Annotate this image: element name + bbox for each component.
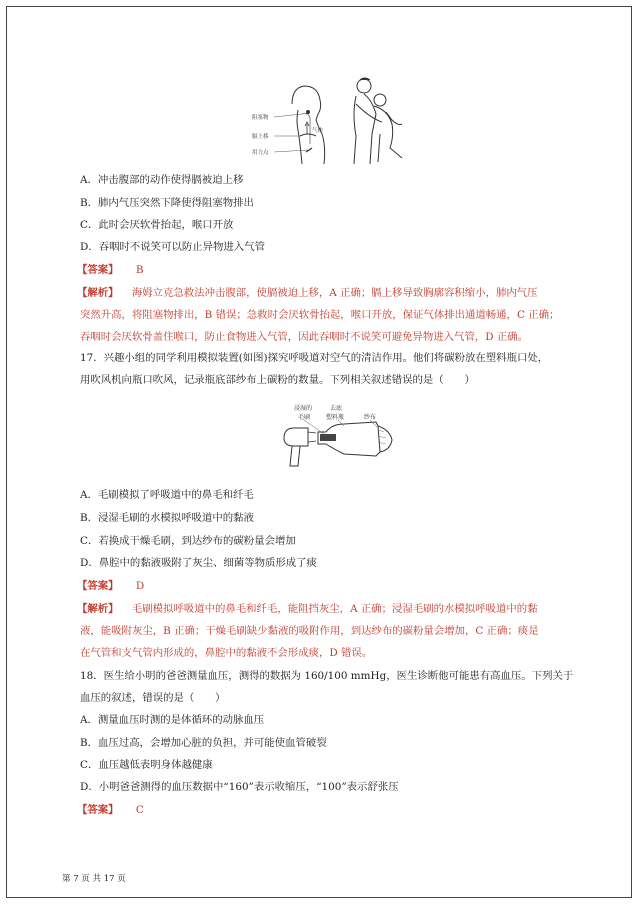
page-number-footer: 第 7 页 共 17 页: [62, 874, 126, 884]
q17-analysis-tag: 【解析】: [77, 603, 119, 615]
q16-option-b: B．肺内气压突然下降使得阻塞物排出: [80, 197, 254, 209]
q17-answer: D: [135, 580, 145, 592]
q17-option-a: A．毛刷模拟了呼吸道中的鼻毛和纤毛: [80, 489, 254, 501]
q18-answer-row: [77, 804, 144, 817]
simulation-device-figure: [280, 400, 402, 478]
figure1-label-blockage: 阻塞物: [252, 115, 269, 121]
q17-analysis-line-3: 在气管和支气管内形成的，鼻腔中的黏液不会形成痰，D 错误。: [80, 647, 373, 659]
figure2-label-gauze: 纱布: [364, 414, 377, 421]
q17-stem-line-1: 17．兴趣小组的同学利用模拟装置(如图)探究呼吸道对空气的清洁作用。他们将碳粉放在塑料瓶口处，: [80, 352, 549, 364]
q16-option-d: D．吞咽时不说笑可以防止异物进入气管: [80, 241, 265, 253]
q18-stem-line-2: 血压的叙述，错误的是（ ）: [80, 692, 226, 704]
q18-option-b: B．血压过高，会增加心脏的负担，并可能使血管破裂: [80, 737, 327, 749]
figure2-label-brush: 毛刷: [298, 414, 311, 421]
q17-analysis-line-2: 液，能吸附灰尘，B 正确；干燥毛刷缺少黏液的吸附作用，到达纱布的碳粉量会增加，C 正确；痰是: [80, 625, 539, 637]
q17-analysis-row-1: [77, 603, 538, 616]
q16-analysis-row-1: [77, 287, 538, 300]
q17-answer-tag: 【答案】: [77, 580, 119, 592]
q18-option-d: D．小明爸爸测得的血压数据中“160”表示收缩压，“100”表示舒张压: [80, 781, 399, 793]
q16-analysis-line-2: 突然升高，将阻塞物排出，B 错误；急救时会厌软骨抬起，喉口开放，保证气体排出通道畅通，C 正确；: [80, 309, 560, 321]
q18-answer: C: [135, 804, 144, 816]
figure1-label-diaphragm: 膈上移: [252, 134, 269, 140]
heimlich-figure: [252, 74, 412, 166]
q17-answer-row: [77, 580, 144, 593]
q17-option-c: C．若换成干燥毛刷，到达纱布的碳粉量会增加: [80, 535, 296, 547]
q16-answer: B: [135, 264, 144, 276]
figure2-label-bottle: 塑料瓶: [326, 414, 345, 421]
q16-analysis-line-1: 海姆立克急救法冲击腹部，使膈被迫上移，A 正确；膈上移导致胸廓容积缩小，肺内气压: [131, 287, 538, 299]
q16-option-c: C．此时会厌软骨抬起，喉口开放: [80, 219, 234, 231]
figure2-label-bottomless: 去底: [330, 405, 343, 412]
q18-option-c: C．血压越低表明身体越健康: [80, 759, 213, 771]
figure2-label-wet: 浸湿的: [294, 405, 313, 412]
q17-option-b: B．浸湿毛刷的水模拟呼吸道中的黏液: [80, 512, 254, 524]
q16-answer-tag: 【答案】: [77, 264, 119, 276]
q17-analysis-line-1: 毛刷模拟呼吸道中的鼻毛和纤毛，能阻挡灰尘，A 正确；浸湿毛刷的水模拟呼吸道中的黏: [131, 603, 538, 615]
figure1-label-gas: 气体: [312, 128, 324, 134]
q18-answer-tag: 【答案】: [77, 804, 119, 816]
q18-option-a: A．测量血压时测的是体循环的动脉血压: [80, 714, 265, 726]
q16-analysis-tag: 【解析】: [77, 287, 119, 299]
q18-stem-line-1: 18．医生给小明的爸爸测量血压，测得的数据为 160/100 mmHg，医生诊断他可能患有高血压。下列关于: [80, 670, 574, 682]
q16-analysis-line-3: 吞咽时会厌软骨盖住喉口，防止食物进入气管，因此吞咽时不说笑可避免异物进入气管，D 正确。: [80, 331, 529, 343]
q17-stem-line-2: 用吹风机向瓶口吹风，记录瓶底部纱布上碳粉的数量。下列相关叙述错误的是（ ）: [80, 374, 475, 386]
q16-option-a: A．冲击腹部的动作使得膈被迫上移: [80, 174, 244, 186]
q17-option-d: D．鼻腔中的黏液吸附了灰尘、细菌等物质形成了痰: [80, 557, 317, 569]
q16-answer-row: [77, 264, 144, 277]
figure1-label-force-point: 用力点: [252, 150, 269, 156]
